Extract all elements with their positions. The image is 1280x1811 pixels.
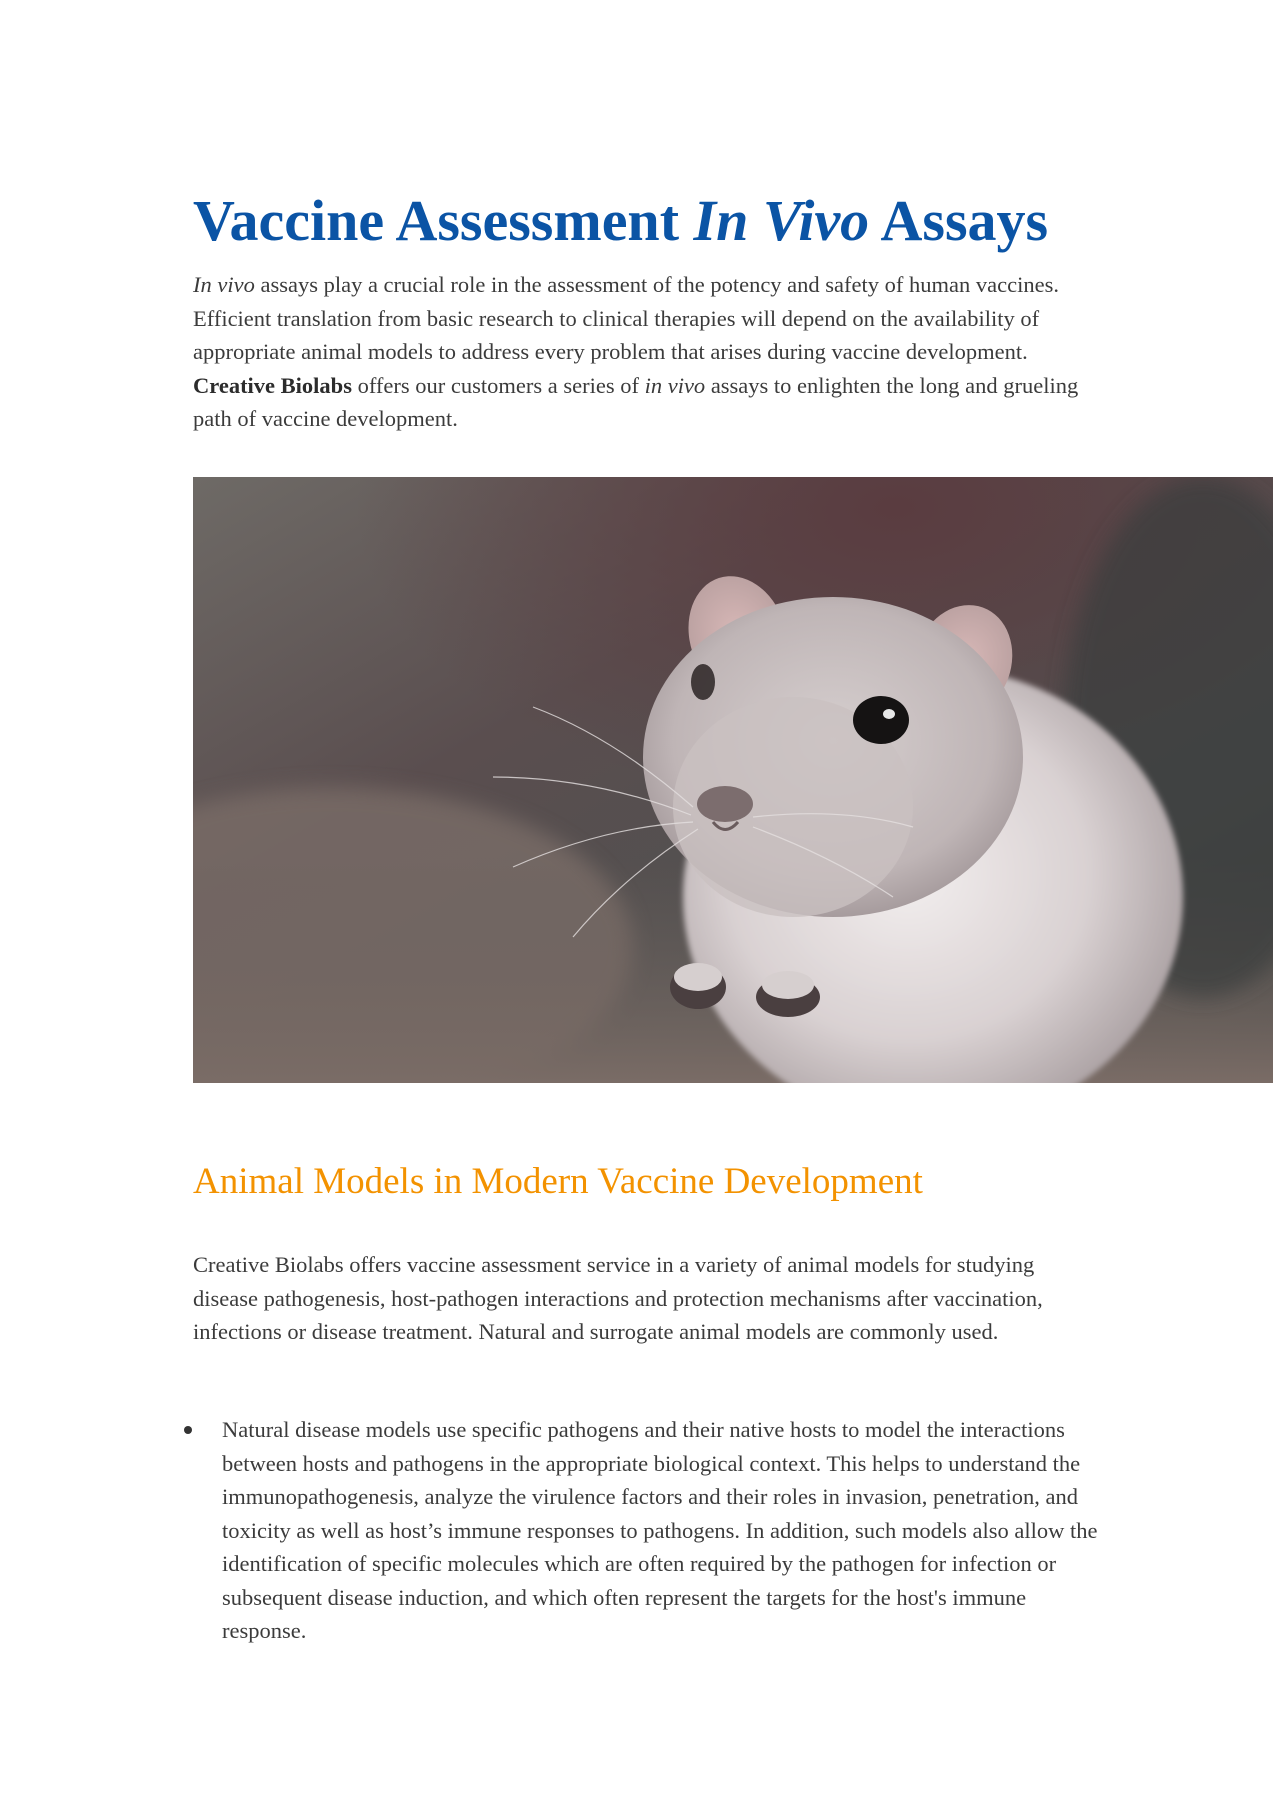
section-paragraph: Creative Biolabs offers vaccine assessment service in a variety of animal models for studying disease pathogenesis, host-pathogen interactions and protection mechanisms after vaccination, infections or disease treatment. Natural and surrogate animal models are commonly used. [193,1252,1043,1344]
section-heading: Animal Models in Modern Vaccine Development [193,1161,923,1202]
intro-italic-1: In vivo [193,272,255,297]
title-italic: In Vivo [693,188,870,253]
bullet-list [180,1413,1100,1648]
intro-paragraph [193,268,1093,436]
intro-text-3: assays to enlighten the long and grueling path of vaccine development. [193,372,1079,431]
title-part-1: Vaccine Assessment [193,188,694,253]
mouse-photo [193,477,1273,1083]
title-part-2: Assays [869,188,1049,253]
page-title [193,186,1048,256]
intro-text-1: assays play a crucial role in the assessment of the potency and safety of human vaccines. Efficient translation from basic research to clinical therapies will depend on the availability of appropriate animal models to address every problem that arises during vaccine development. [193,272,1059,364]
intro-italic-2: in vivo [644,372,706,398]
list-item-text: Natural disease models use specific pathogens and their native hosts to model the interactions between hosts and pathogens in the appropriate biological context. This helps to understand the immunopathogenesis, analyze the virulence factors and their roles in invasion, penetration, and toxicity as well as host’s immune responses to pathogens. In addition, such models also allow the identification of specific molecules which are often required by the pathogen for infection or subsequent disease induction, and which often represent the targets for the host's immune response. [222,1417,1098,1643]
mouse-illustration [193,477,1273,1083]
intro-text-2: offers our customers a series of [351,372,645,398]
bullet-icon [184,1426,192,1434]
list-item [180,1413,1100,1648]
intro-brand: Creative Biolabs [193,372,352,398]
